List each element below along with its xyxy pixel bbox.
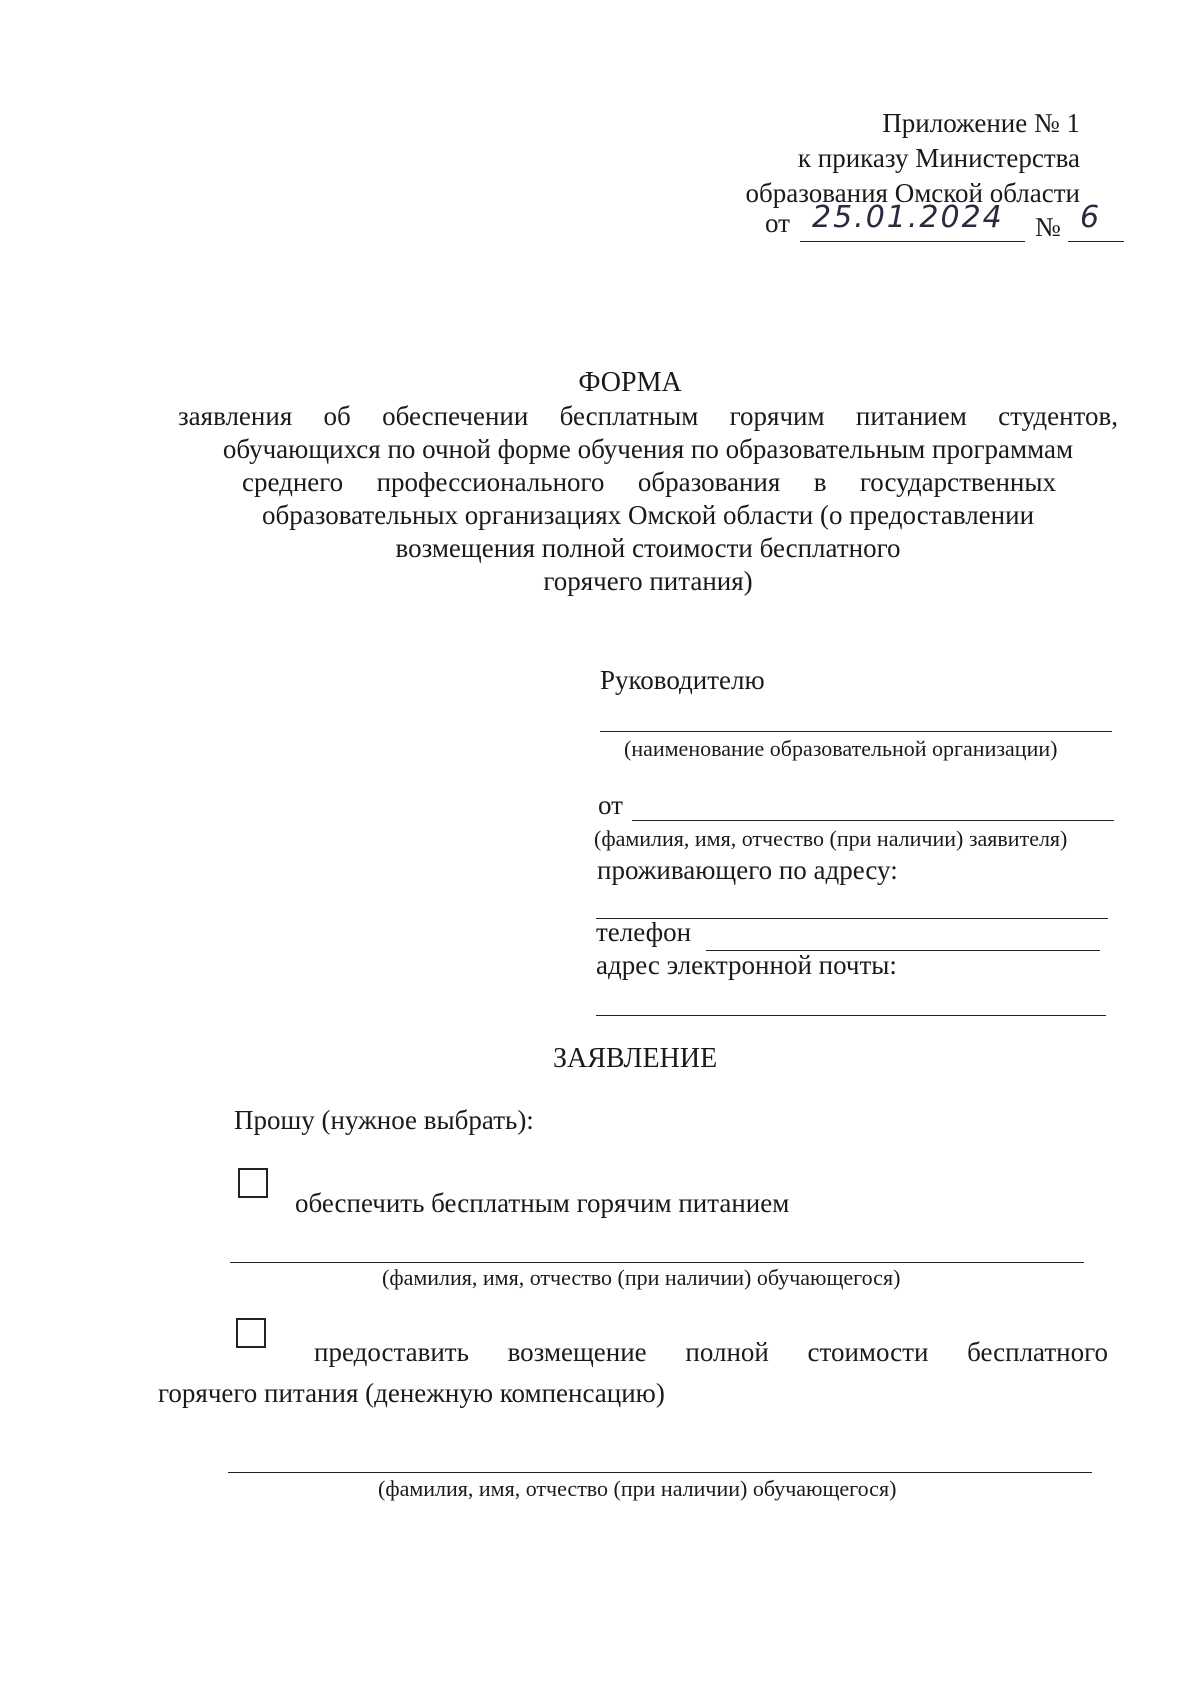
order-date: 25.01.2024 — [812, 200, 1004, 235]
option-compensation-label-line-2: горячего питания (денежную компенсацию) — [158, 1378, 665, 1408]
student-caption-2: (фамилия, имя, отчество (при наличии) обучающегося) — [378, 1476, 897, 1501]
form-title — [178, 400, 1118, 598]
option-free-meals-label: обеспечить бесплатным горячим питанием — [295, 1188, 790, 1218]
option-free-meals-checkbox[interactable] — [238, 1168, 268, 1198]
appendix-header — [746, 106, 1080, 211]
form-title-line-6: горячего питания) — [543, 566, 753, 596]
organization-name-field[interactable] — [600, 731, 1112, 732]
addressee-label: Руководителю — [600, 665, 765, 695]
order-from-label: от — [765, 208, 790, 238]
option-compensation-label-line-1: предоставить возмещение полной стоимости бесплатного — [314, 1337, 1108, 1367]
order-number-label: № — [1035, 212, 1061, 242]
address-label: проживающего по адресу: — [597, 855, 898, 885]
organization-caption: (наименование образовательной организации) — [624, 736, 1058, 761]
appendix-number: Приложение № 1 — [882, 108, 1080, 138]
order-number-line — [1068, 241, 1124, 242]
form-title-line-2: обучающихся по очной форме обучения по образовательным программам — [222, 434, 1074, 464]
form-title-line-3: среднего профессионального образования в государственных — [242, 467, 1056, 497]
order-date-line — [800, 241, 1025, 242]
form-title-line-4: образовательных организациях Омской области (о предоставлении — [261, 500, 1035, 530]
form-title-line-5: возмещения полной стоимости бесплатного — [395, 533, 901, 563]
phone-label: телефон — [596, 917, 692, 947]
email-field[interactable] — [596, 1015, 1106, 1016]
request-text: Прошу (нужное выбрать): — [234, 1105, 534, 1135]
student-name-field-2[interactable] — [228, 1472, 1092, 1473]
statement-heading: ЗАЯВЛЕНИЕ — [553, 1043, 718, 1074]
appendix-order: к приказу Министерства — [797, 143, 1080, 173]
applicant-caption: (фамилия, имя, отчество (при наличии) заявителя) — [594, 826, 1068, 851]
email-label: адрес электронной почты: — [596, 950, 897, 980]
order-number: 6 — [1080, 200, 1102, 235]
student-name-field-1[interactable] — [230, 1262, 1084, 1263]
applicant-from-label: от — [598, 790, 623, 820]
appendix-ministry: образования Омской области — [745, 178, 1080, 208]
form-title-line-1: заявления об обеспечении бесплатным горячим питанием студентов, — [178, 401, 1118, 431]
student-caption-1: (фамилия, имя, отчество (при наличии) обучающегося) — [382, 1265, 901, 1290]
form-heading: ФОРМА — [578, 367, 682, 398]
option-compensation-checkbox[interactable] — [236, 1318, 266, 1348]
applicant-name-field[interactable] — [632, 820, 1114, 821]
